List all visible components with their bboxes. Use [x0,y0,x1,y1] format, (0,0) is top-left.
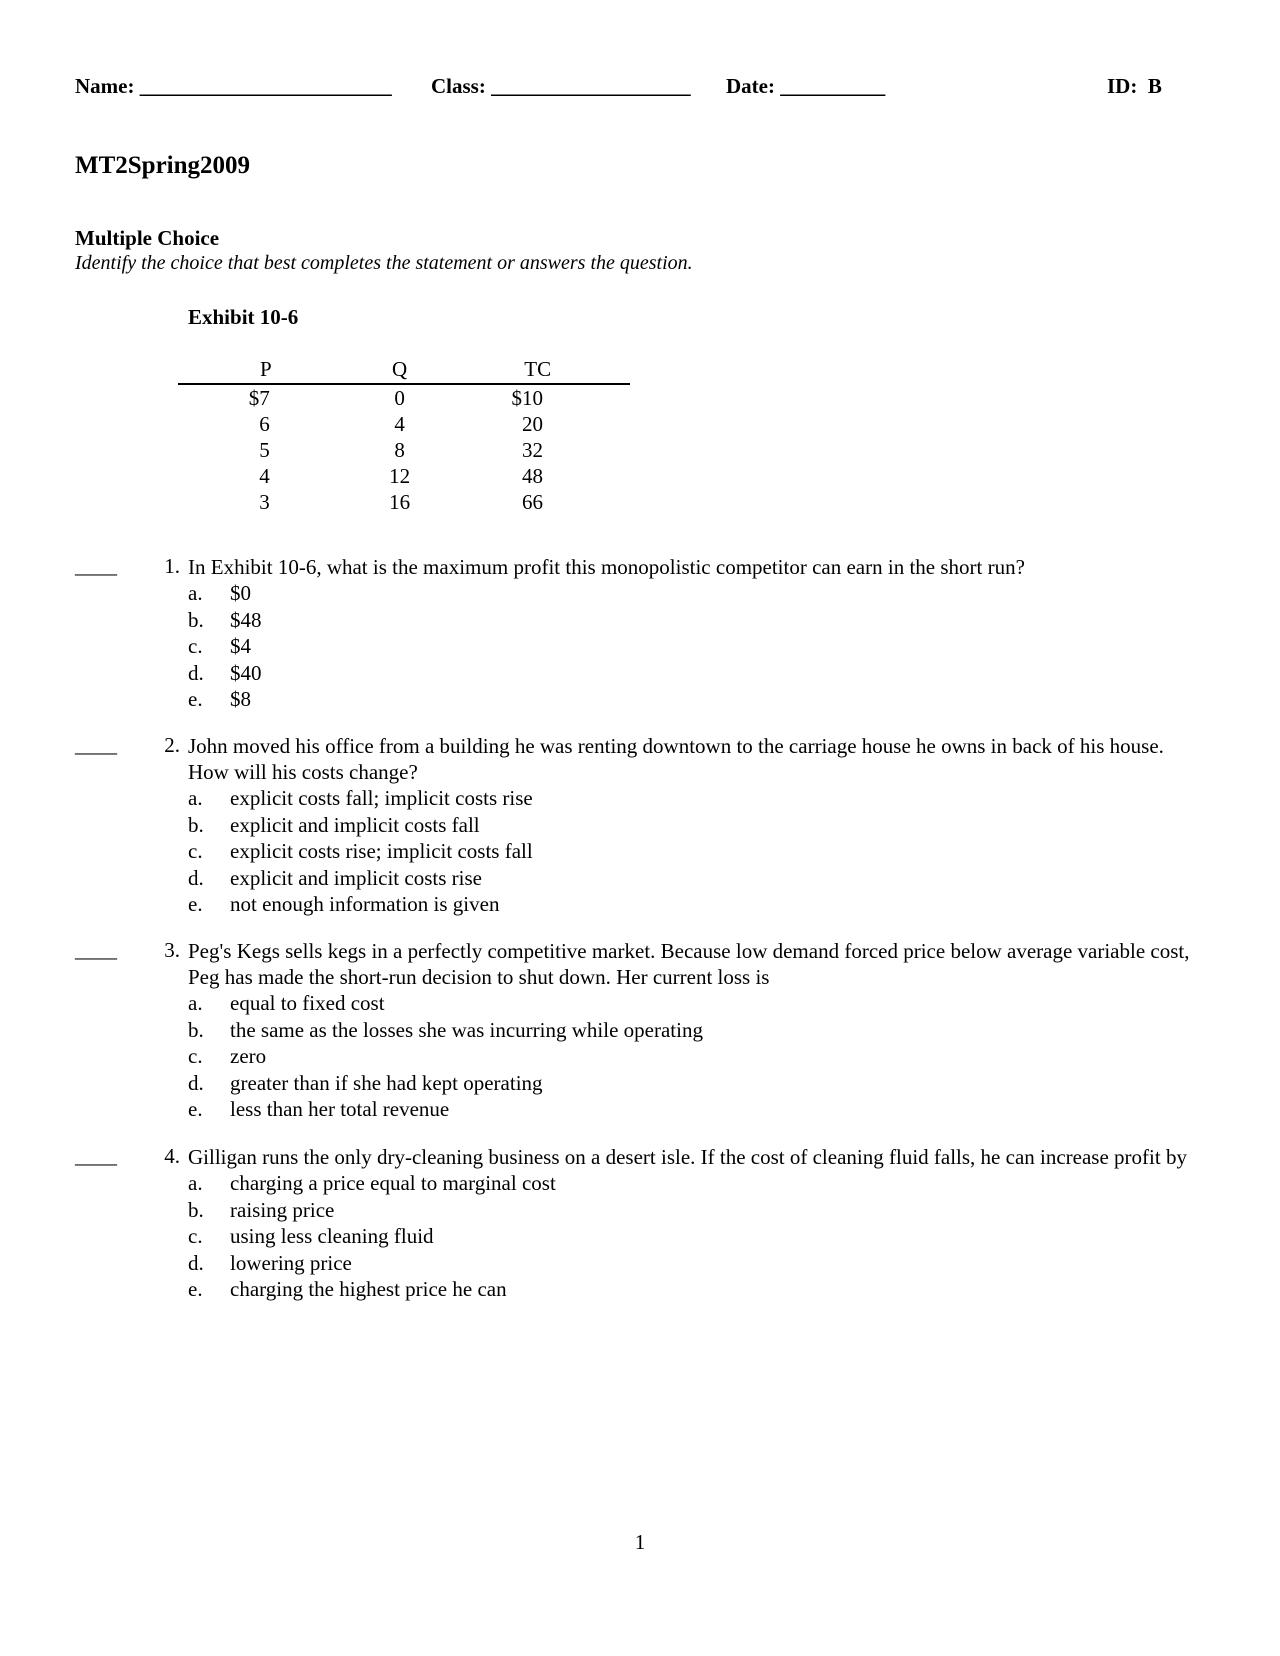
exhibit-title: Exhibit 10-6 [188,305,299,329]
question-number: 2. [164,733,180,757]
choice-text: $4 [230,634,251,658]
choice-b[interactable] [188,607,1198,634]
page-number: 1 [634,1530,646,1554]
choice-letter: d. [188,1250,204,1275]
choice-letter: d. [188,865,204,890]
choice-letter: b. [188,607,204,632]
answer-blank[interactable]: ____ [75,938,117,962]
table-cell: 0 [394,386,405,410]
choice-list [188,785,1198,918]
answer-blank[interactable]: ____ [75,1144,117,1168]
table-cell: $10 [511,386,543,410]
table-cell: 66 [522,490,543,514]
choice-c[interactable] [188,1223,1198,1250]
choice-c[interactable] [188,1043,1198,1070]
choice-letter: b. [188,1197,204,1222]
choice-letter: a. [188,1171,203,1195]
choice-letter: e. [188,687,203,711]
column-header: TC [445,356,630,384]
date-field: Date: __________ [726,74,886,98]
table-cell: 4 [259,464,270,488]
table-cell: 8 [394,438,405,462]
section-heading: Multiple Choice [75,226,220,250]
table-cell: $7 [248,386,270,410]
class-field: Class: ___________________ [431,74,691,98]
table-row [178,437,630,463]
table-row [178,463,630,489]
column-header: Q [354,356,446,384]
choice-c[interactable] [188,633,1198,660]
choice-letter: b. [188,812,204,837]
choice-letter: c. [188,839,203,863]
choice-letter: d. [188,660,204,685]
question-text: John moved his office from a building he was renting downtown to the carriage house he owns in back of his house. How will his costs change? [188,734,1164,784]
table-row [178,411,630,437]
header [75,74,1165,108]
choice-text: the same as the losses she was incurring while operating [230,1017,703,1042]
choice-text: explicit and implicit costs fall [230,812,480,837]
choice-a[interactable] [188,785,1198,812]
question-text: Gilligan runs the only dry-cleaning business on a desert isle. If the cost of cleaning fluid falls, he can increase profit by [188,1145,1187,1169]
choice-b[interactable] [188,812,1198,839]
choice-letter: e. [188,1097,203,1121]
table-row [178,384,630,411]
choice-a[interactable] [188,1170,1198,1197]
choice-text: zero [230,1044,267,1068]
choice-letter: c. [188,634,203,658]
table-row [178,489,630,515]
choice-text: explicit and implicit costs rise [230,865,482,890]
question-body [188,1144,1198,1303]
choice-text: charging a price equal to marginal cost [230,1171,556,1195]
choice-text: using less cleaning fluid [230,1224,434,1248]
question-body [188,733,1198,918]
question-body [188,554,1198,713]
choice-text: explicit costs rise; implicit costs fall [230,839,533,863]
choice-text: lowering price [230,1250,352,1275]
table-cell: 12 [389,464,411,488]
name-field: Name: ________________________ [75,74,392,98]
table-cell: 4 [394,412,405,436]
question-number: 1. [164,554,180,578]
choice-a[interactable] [188,580,1198,607]
question-text: In Exhibit 10-6, what is the maximum profit this monopolistic competitor can earn in the short run? [188,555,1025,579]
choice-letter: c. [188,1044,203,1068]
column-header: P [178,356,354,384]
table-cell: 5 [259,438,270,462]
choice-letter: d. [188,1070,204,1095]
choice-list [188,580,1198,713]
choice-text: charging the highest price he can [230,1277,507,1301]
answer-blank[interactable]: ____ [75,733,117,757]
choice-text: $8 [230,687,251,711]
choice-b[interactable] [188,1197,1198,1224]
choice-letter: b. [188,1017,204,1042]
question-number: 3. [164,938,180,962]
choice-letter: c. [188,1224,203,1248]
table-cell: 16 [389,490,411,514]
choice-letter: a. [188,581,203,605]
table-cell: 6 [259,412,270,436]
table-cell: 32 [522,438,543,462]
choice-text: $0 [230,581,251,605]
exhibit-table [178,356,630,515]
choice-list [188,990,1198,1123]
question-body [188,938,1198,1123]
section-instructions: Identify the choice that best completes the statement or answers the question. [75,252,693,274]
choice-text: not enough information is given [230,892,500,916]
choice-text: equal to fixed cost [230,991,385,1015]
choice-text: explicit costs fall; implicit costs rise [230,786,533,810]
choice-letter: e. [188,892,203,916]
choice-d[interactable] [188,660,1198,687]
choice-letter: a. [188,991,203,1015]
choice-e[interactable] [188,1276,1198,1303]
choice-d[interactable] [188,865,1198,892]
choice-text: greater than if she had kept operating [230,1070,543,1095]
choice-list [188,1170,1198,1303]
question-number: 4. [164,1144,180,1168]
choice-e[interactable] [188,891,1198,918]
table-cell: 48 [522,464,543,488]
choice-text: less than her total revenue [230,1097,450,1121]
choice-a[interactable] [188,990,1198,1017]
choice-b[interactable] [188,1017,1198,1044]
choice-d[interactable] [188,1070,1198,1097]
choice-text: $48 [230,607,262,632]
choice-c[interactable] [188,838,1198,865]
choice-letter: e. [188,1277,203,1301]
choice-e[interactable] [188,686,1198,713]
choice-e[interactable] [188,1096,1198,1123]
choice-letter: a. [188,786,203,810]
choice-d[interactable] [188,1250,1198,1277]
exam-title: MT2Spring2009 [75,152,251,179]
choice-text: raising price [230,1197,335,1222]
answer-blank[interactable]: ____ [75,554,117,578]
choice-text: $40 [230,660,262,685]
table-cell: 20 [522,412,543,436]
exhibit-header-row [178,356,630,384]
question-text: Peg's Kegs sells kegs in a perfectly competitive market. Because low demand forced price below average variable cost, Peg has made the short-run decision to shut down. Her current loss is [188,939,1190,989]
id-label: ID: B [1107,74,1162,98]
table-cell: 3 [259,490,270,514]
